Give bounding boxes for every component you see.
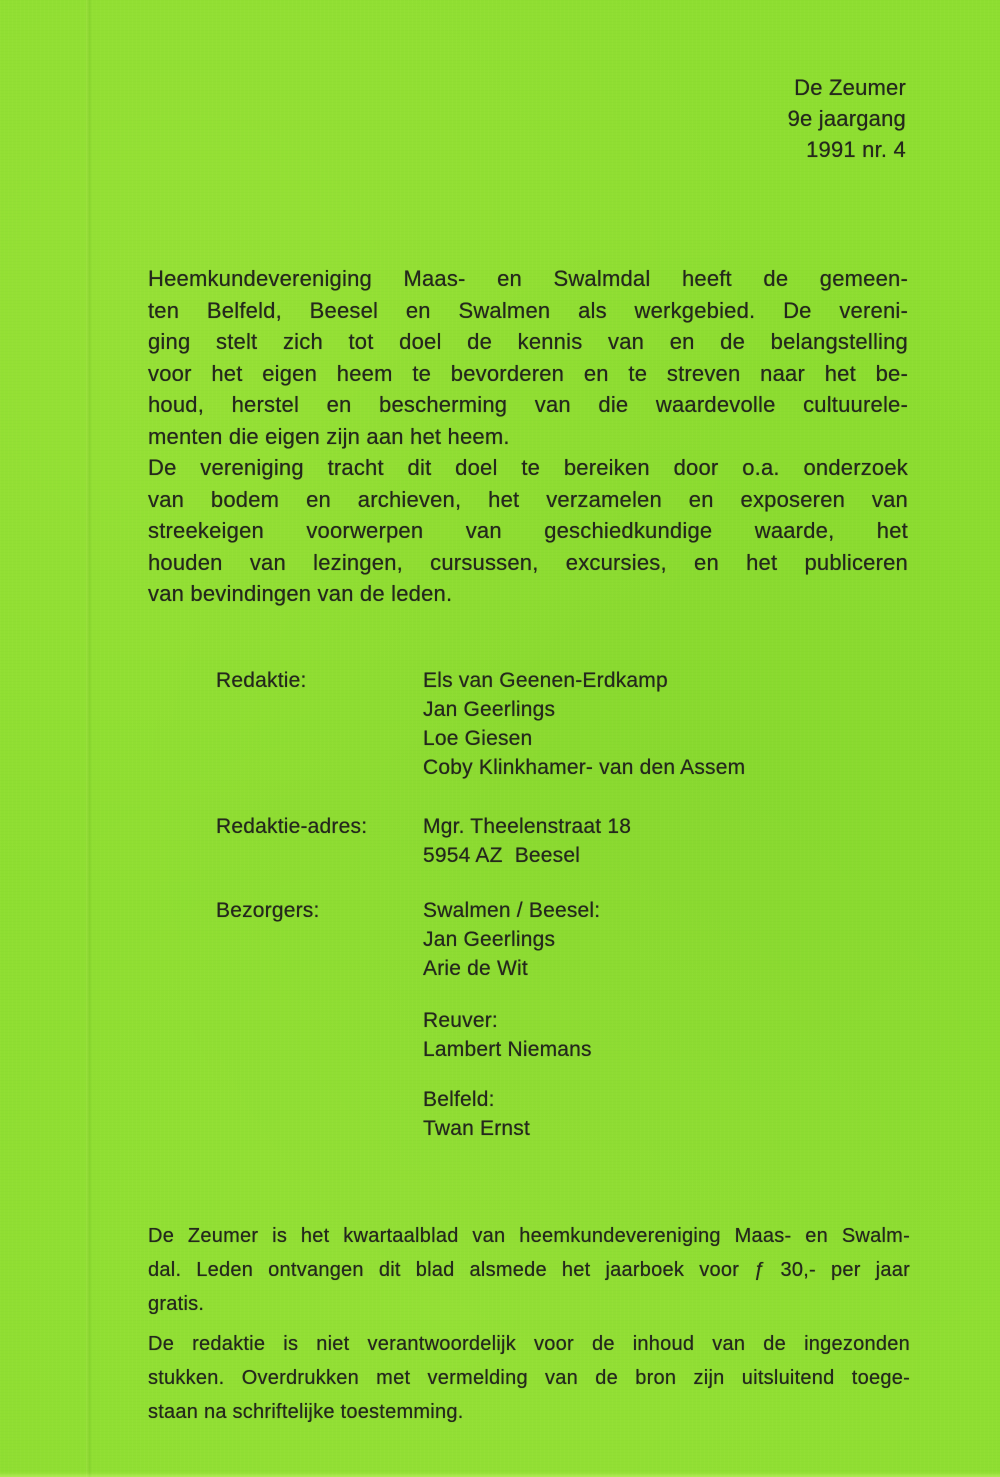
subscription-line: gratis.	[148, 1293, 205, 1315]
editor-name: Loe Giesen	[423, 727, 533, 750]
colophon-row-belfeld	[216, 1085, 916, 1143]
colophon-label: Redaktie:	[216, 669, 307, 692]
intro-line: voor het eigen heem te bevorderen en te streven naar het be-	[148, 360, 908, 386]
intro-line: De vereniging tracht dit doel te bereiken door o.a. onderzoek	[148, 455, 908, 480]
intro-line: van bevindingen van de leden.	[148, 581, 453, 606]
subscription-note	[148, 1219, 910, 1321]
deliverer-name: Twan Ernst	[423, 1117, 531, 1140]
address-line: Mgr. Theelenstraat 18	[423, 815, 632, 838]
intro-line: van bodem en archieven, het verzamelen en exposeren van	[148, 486, 908, 512]
delivery-area: Reuver:	[423, 1009, 498, 1032]
deliverer-name: Arie de Wit	[423, 957, 528, 980]
colophon-values	[423, 896, 916, 983]
subscription-line: dal. Leden ontvangen dit blad alsmede het jaarboek voor ƒ 30,- per jaar	[148, 1259, 910, 1281]
paper-bottom-edge	[0, 1472, 1000, 1477]
intro-line: ten Belfeld, Beesel en Swalmen als werkgebied. De vereni-	[148, 297, 908, 323]
colophon	[216, 666, 916, 1143]
journal-volume: 9e jaargang	[787, 106, 906, 131]
intro-line: houd, herstel en bescherming van die waardevolle cultuurele-	[148, 392, 908, 417]
colophon-row-redaktie	[216, 666, 916, 782]
intro-line: houden van lezingen, cursussen, excursies, en het publiceren	[148, 549, 908, 575]
intro-paragraph-1	[148, 263, 908, 452]
disclaimer-line: stukken. Overdrukken met vermelding van de bron zijn uitsluitend toege-	[148, 1367, 910, 1389]
colophon-row-reuver	[216, 1006, 916, 1064]
editor-name: Coby Klinkhamer- van den Assem	[423, 756, 746, 779]
masthead	[0, 72, 906, 165]
journal-title: De Zeumer	[794, 75, 906, 100]
delivery-area: Swalmen / Beesel:	[423, 899, 601, 922]
subscription-line: De Zeumer is het kwartaalblad van heemkundevereniging Maas- en Swalm-	[148, 1225, 910, 1247]
colophon-row-redaktie-adres	[216, 812, 916, 870]
colophon-label	[216, 1085, 423, 1143]
intro-line: Heemkundevereniging Maas- en Swalmdal heeft de gemeen-	[148, 266, 908, 291]
colophon-values	[423, 812, 916, 870]
colophon-label: Bezorgers:	[216, 899, 320, 922]
deliverer-name: Lambert Niemans	[423, 1038, 592, 1061]
delivery-area: Belfeld:	[423, 1088, 495, 1111]
colophon-row-bezorgers	[216, 896, 916, 983]
colophon-values	[423, 1085, 916, 1143]
colophon-values	[423, 1006, 916, 1064]
journal-issue: 1991 nr. 4	[806, 137, 906, 162]
disclaimer-note	[148, 1327, 910, 1429]
intro-line: ging stelt zich tot doel de kennis van en de belangstelling	[148, 329, 908, 354]
disclaimer-line: De redaktie is niet verantwoordelijk voor de inhoud van de ingezonden	[148, 1333, 910, 1355]
deliverer-name: Jan Geerlings	[423, 928, 556, 951]
colophon-label	[216, 1006, 423, 1064]
colophon-label: Redaktie-adres:	[216, 815, 368, 838]
editor-name: Jan Geerlings	[423, 698, 556, 721]
intro-line: menten die eigen zijn aan het heem.	[148, 423, 510, 449]
address-line: 5954 AZ Beesel	[423, 844, 581, 867]
editor-name: Els van Geenen-Erdkamp	[423, 669, 668, 692]
intro-paragraph-2	[148, 452, 908, 610]
disclaimer-line: staan na schriftelijke toestemming.	[148, 1401, 464, 1423]
colophon-values	[423, 666, 916, 782]
paper-crease	[86, 0, 92, 1477]
mission-statement	[148, 263, 908, 610]
intro-line: streekeigen voorwerpen van geschiedkundige waarde, het	[148, 518, 908, 543]
